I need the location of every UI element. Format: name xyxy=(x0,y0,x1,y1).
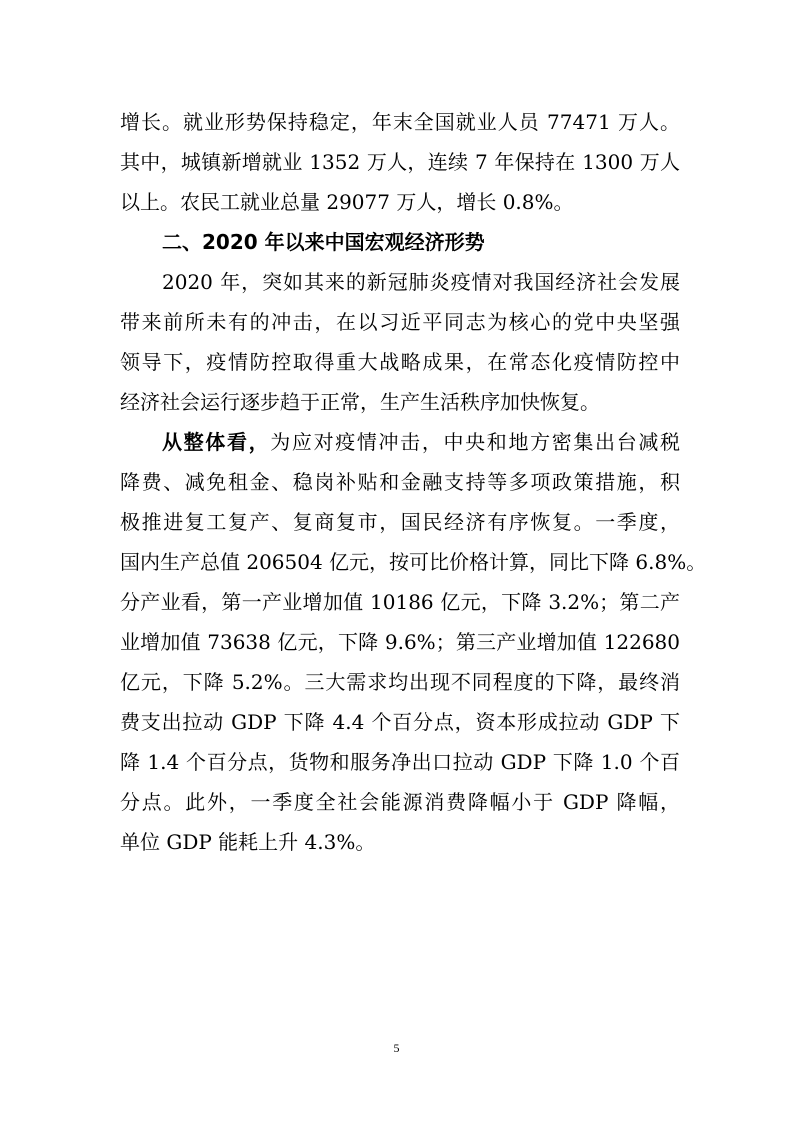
paragraph-first-line xyxy=(162,429,680,455)
paragraph-line: 国内生产总值 206504 亿元，按可比价格计算，同比下降 6.8%。 xyxy=(120,550,707,574)
paragraph-lead-bold: 从整体看， xyxy=(162,430,271,454)
paragraph-line: 降 1.4 个百分点，货物和服务净出口拉动 GDP 下降 1.0 个百 xyxy=(120,750,680,774)
paragraph-line: 单位 GDP 能耗上升 4.3%。 xyxy=(120,830,376,854)
paragraph-line: 亿元，下降 5.2%。三大需求均出现不同程度的下降，最终消 xyxy=(120,670,680,694)
paragraph-line: 领导下，疫情防控取得重大战略成果，在常态化疫情防控中 xyxy=(120,350,680,374)
paragraph-line: 费支出拉动 GDP 下降 4.4 个百分点，资本形成拉动 GDP 下 xyxy=(120,710,680,734)
paragraph-line: 分点。此外，一季度全社会能源消费降幅小于 GDP 降幅， xyxy=(120,790,680,814)
paragraph-line: 2020 年，突如其来的新冠肺炎疫情对我国经济社会发展 xyxy=(162,270,680,294)
page-number: 5 xyxy=(393,1041,400,1055)
paragraph-line: 带来前所未有的冲击，在以习近平同志为核心的党中央坚强 xyxy=(120,310,680,334)
paragraph-line: 增长。就业形势保持稳定，年末全国就业人员 77471 万人。 xyxy=(120,110,680,134)
paragraph-line: 极推进复工复产、复商复市，国民经济有序恢复。一季度， xyxy=(120,510,680,534)
section-heading: 二、2020 年以来中国宏观经济形势 xyxy=(162,230,485,254)
paragraph-line: 业增加值 73638 亿元，下降 9.6%；第三产业增加值 122680 xyxy=(120,630,680,654)
paragraph-line: 以上。农民工就业总量 29077 万人，增长 0.8%。 xyxy=(120,190,574,214)
paragraph-line: 分产业看，第一产业增加值 10186 亿元，下降 3.2%；第二产 xyxy=(120,590,680,614)
paragraph-line: 降费、减免租金、稳岗补贴和金融支持等多项政策措施，积 xyxy=(120,470,680,494)
paragraph-line: 其中，城镇新增就业 1352 万人，连续 7 年保持在 1300 万人 xyxy=(120,150,680,174)
paragraph-line-rest: 为应对疫情冲击，中央和地方密集出台减税 xyxy=(270,430,681,454)
paragraph-line: 经济社会运行逐步趋于正常，生产生活秩序加快恢复。 xyxy=(120,390,600,414)
